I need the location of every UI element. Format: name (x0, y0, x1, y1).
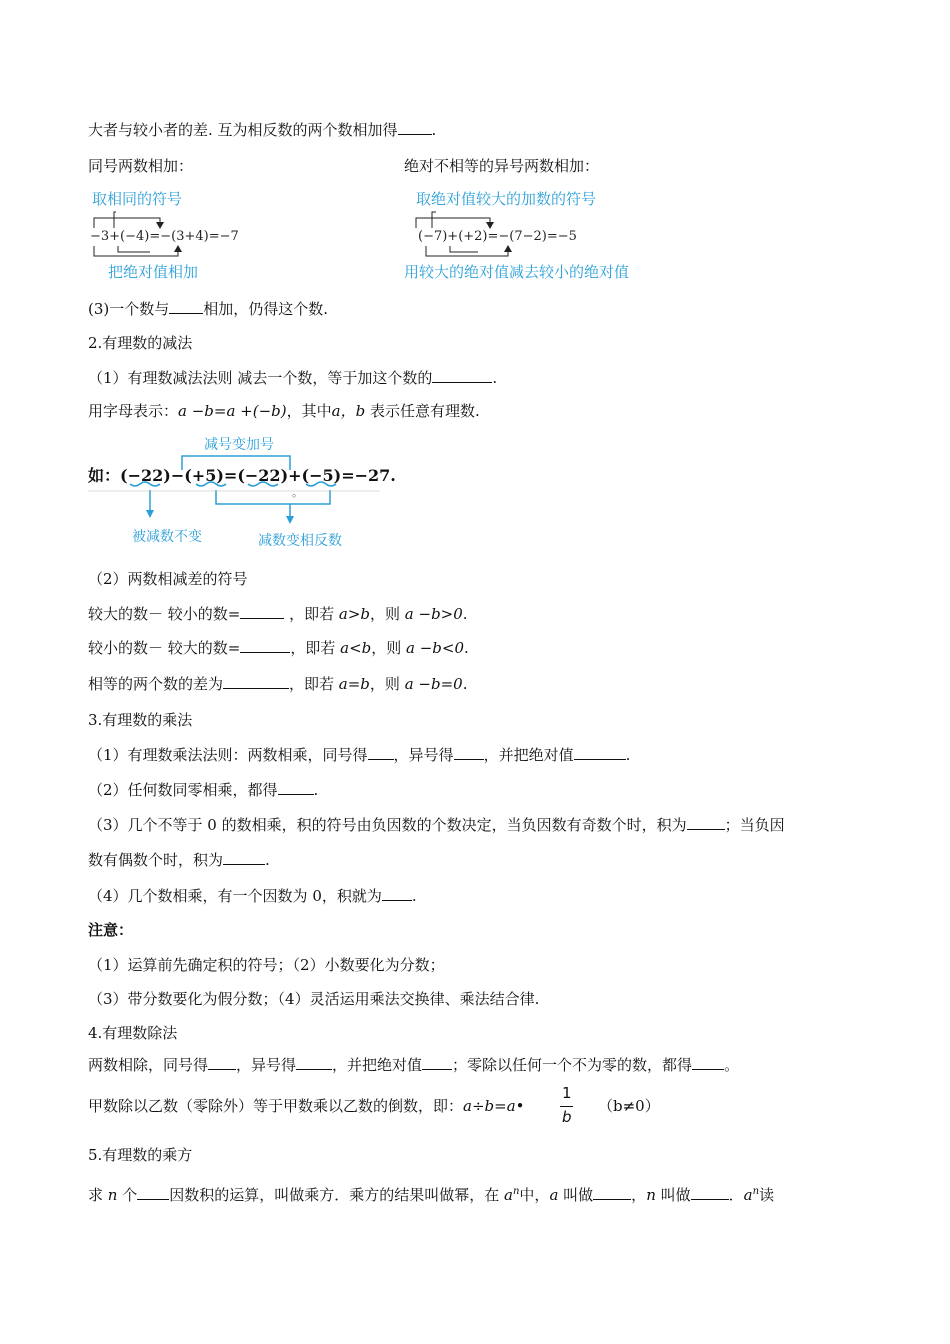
text: ，其中 (286, 402, 332, 420)
diff-sign-top-note: 取绝对值较大的加数的符号 (416, 190, 597, 208)
text: （1）有理数减法法则 减去一个数，等于加这个数的 (88, 369, 433, 387)
punct: . (492, 369, 498, 387)
text: ；零除以任何一个不为零的数，都得 (452, 1056, 693, 1074)
text: ，异号得 (236, 1056, 297, 1074)
text: 较小的数－ 较大的数= (88, 639, 241, 657)
answer-blank[interactable] (137, 1185, 169, 1200)
answer-blank[interactable] (691, 1185, 729, 1200)
text: 两数相除，同号得 (88, 1056, 209, 1074)
mult-rule-3 (88, 815, 785, 835)
punct: 。 (724, 1056, 740, 1074)
text: （2）任何数同零相乘，都得 (88, 781, 278, 799)
punct: . (313, 781, 319, 799)
text: 个 (117, 1186, 138, 1204)
punct: . (265, 851, 270, 869)
equation: (−22)−(+5)=(−22)+(−5)=−27 (120, 466, 391, 485)
text: ，则 (370, 605, 405, 623)
punct: . (625, 746, 631, 764)
mult-rule-3-cont (88, 850, 270, 870)
mult-rule-4 (88, 886, 417, 906)
text: 因数积的运算，叫做乘方．乘方的结果叫做幂，在 (169, 1186, 505, 1204)
answer-blank[interactable] (692, 1055, 724, 1070)
division-rule (88, 1055, 739, 1075)
text: 读 (759, 1186, 775, 1204)
answer-blank[interactable] (223, 850, 265, 865)
punct: . (411, 887, 417, 905)
result: a −b=0 (404, 675, 463, 693)
text: ，即若 (290, 639, 341, 657)
answer-blank[interactable] (240, 638, 290, 653)
text: 相等的两个数的差为 (88, 675, 224, 693)
cond: a=b (338, 675, 370, 693)
text: ，则 (369, 675, 405, 693)
note-title: 注意： (88, 921, 134, 939)
answer-blank[interactable] (368, 745, 394, 760)
text: 较大的数－ 较小的数= (88, 605, 241, 623)
result: a −b<0 (406, 639, 465, 657)
division-reciprocal (88, 1096, 525, 1116)
text: 相加，仍得这个数. (203, 300, 329, 318)
text: 求 (88, 1186, 108, 1204)
same-sign-equation: −3+(−4)=−(3+4)=−7 (90, 229, 239, 244)
punct: . (390, 466, 396, 485)
cond: a>b (338, 605, 371, 623)
label: 如： (88, 466, 121, 485)
answer-blank[interactable] (593, 1185, 631, 1200)
cond: a<b (340, 639, 372, 657)
formula: a −b=a +(−b) (178, 402, 287, 420)
division-condition: （b≠0） (598, 1097, 660, 1115)
text: 数有偶数个时，积为 (88, 851, 224, 869)
note-subtrahend-opposite: 减数变相反数 (258, 533, 342, 549)
same-sign-bottom-note: 把绝对值相加 (108, 263, 199, 281)
answer-blank[interactable] (240, 604, 284, 619)
punct: . (464, 639, 469, 657)
subtraction-example (88, 466, 396, 486)
item3 (88, 299, 328, 319)
var: a (743, 1186, 753, 1204)
exponent: n (752, 1186, 760, 1197)
formula: a÷b=a• (463, 1097, 525, 1115)
text: （4）几个数相乘，有一个因数为 0，积就为 (88, 887, 382, 905)
exponent: n (512, 1186, 520, 1197)
mult-rule-2 (88, 780, 318, 800)
text: (3)一个数与 (88, 300, 170, 318)
answer-blank[interactable] (422, 1055, 452, 1070)
text: 表示任意有理数. (365, 402, 480, 420)
letters-line (88, 401, 480, 421)
punct: . (462, 675, 468, 693)
answer-blank[interactable] (296, 1055, 332, 1070)
text: ． (728, 1186, 744, 1204)
vars: a，b (331, 402, 366, 420)
note-line-1: （1）运算前先确定积的符号；（2）小数要化为分数； (88, 956, 445, 974)
section-title-subtraction: 2.有理数的减法 (88, 334, 193, 352)
text: ，即若 (284, 605, 339, 623)
small-circle: 。 (292, 486, 303, 499)
text: 中， (519, 1186, 550, 1204)
same-sign-top-note: 取相同的符号 (92, 190, 183, 208)
note-line-2: （3）带分数要化为假分数；（4）灵活运用乘法交换律、乘法结合律. (88, 990, 540, 1008)
text: 甲数除以乙数（零除外）等于甲数乘以乙数的倒数，即： (88, 1097, 464, 1115)
var: n (107, 1186, 118, 1204)
text: ，并把绝对值 (332, 1056, 423, 1074)
note-minus-to-plus: 减号变加号 (204, 437, 274, 453)
var: n (646, 1186, 656, 1204)
mult-rule-1 (88, 745, 630, 765)
fraction-numerator: 1 (562, 1084, 572, 1102)
text: ，即若 (289, 675, 339, 693)
answer-blank[interactable] (432, 368, 492, 383)
same-sign-title: 同号两数相加： (88, 157, 194, 175)
answer-blank[interactable] (687, 815, 725, 830)
text: ；当负因 (724, 816, 785, 834)
answer-blank[interactable] (223, 674, 289, 689)
answer-blank[interactable] (454, 745, 484, 760)
text: ，异号得 (393, 746, 454, 764)
text: ，并把绝对值 (483, 746, 574, 764)
section-title-multiplication: 3.有理数的乘法 (88, 711, 193, 729)
text: （3）几个不等于 0 的数相乘，积的符号由负因数的个数决定，当负因数有奇数个时，积为 (88, 816, 687, 834)
sign-rule-2 (88, 638, 469, 658)
diff-sign-title: 绝对不相等的异号两数相加： (404, 157, 600, 175)
text: ， (631, 1186, 647, 1204)
var: a (549, 1186, 559, 1204)
sentence: 大者与较小者的差. 互为相反数的两个数相加得 (88, 121, 398, 139)
text: 叫做 (655, 1186, 691, 1204)
answer-blank[interactable] (208, 1055, 236, 1070)
power-definition (88, 1182, 774, 1205)
section-title-division: 4.有理数除法 (88, 1024, 178, 1042)
subtraction-rule (88, 368, 497, 388)
sign-rule-1 (88, 604, 468, 624)
text: （1）有理数乘法法则：两数相乘，同号得 (88, 746, 368, 764)
note-minuend-unchanged: 被减数不变 (132, 529, 202, 545)
sign-rule-3 (88, 674, 467, 694)
diff-sign-bottom-note: 用较大的绝对值减去较小的绝对值 (404, 263, 630, 281)
punct: . (431, 121, 437, 139)
text: 叫做 (558, 1186, 594, 1204)
sub2-title: （2）两数相减差的符号 (88, 570, 248, 588)
answer-blank[interactable] (278, 780, 314, 795)
diff-sign-equation: (−7)+(+2)=−(7−2)=−5 (418, 229, 577, 244)
text: ，则 (371, 639, 407, 657)
result: a −b>0 (404, 605, 463, 623)
answer-blank[interactable] (574, 745, 626, 760)
answer-blank[interactable] (382, 886, 412, 901)
text: 用字母表示： (88, 402, 179, 420)
fraction-bar (560, 1106, 573, 1107)
punct: . (462, 605, 468, 623)
fraction-denominator: b (562, 1108, 572, 1126)
section-title-power: 5.有理数的乘方 (88, 1146, 193, 1164)
var: a (504, 1186, 513, 1204)
answer-blank[interactable] (169, 299, 203, 314)
